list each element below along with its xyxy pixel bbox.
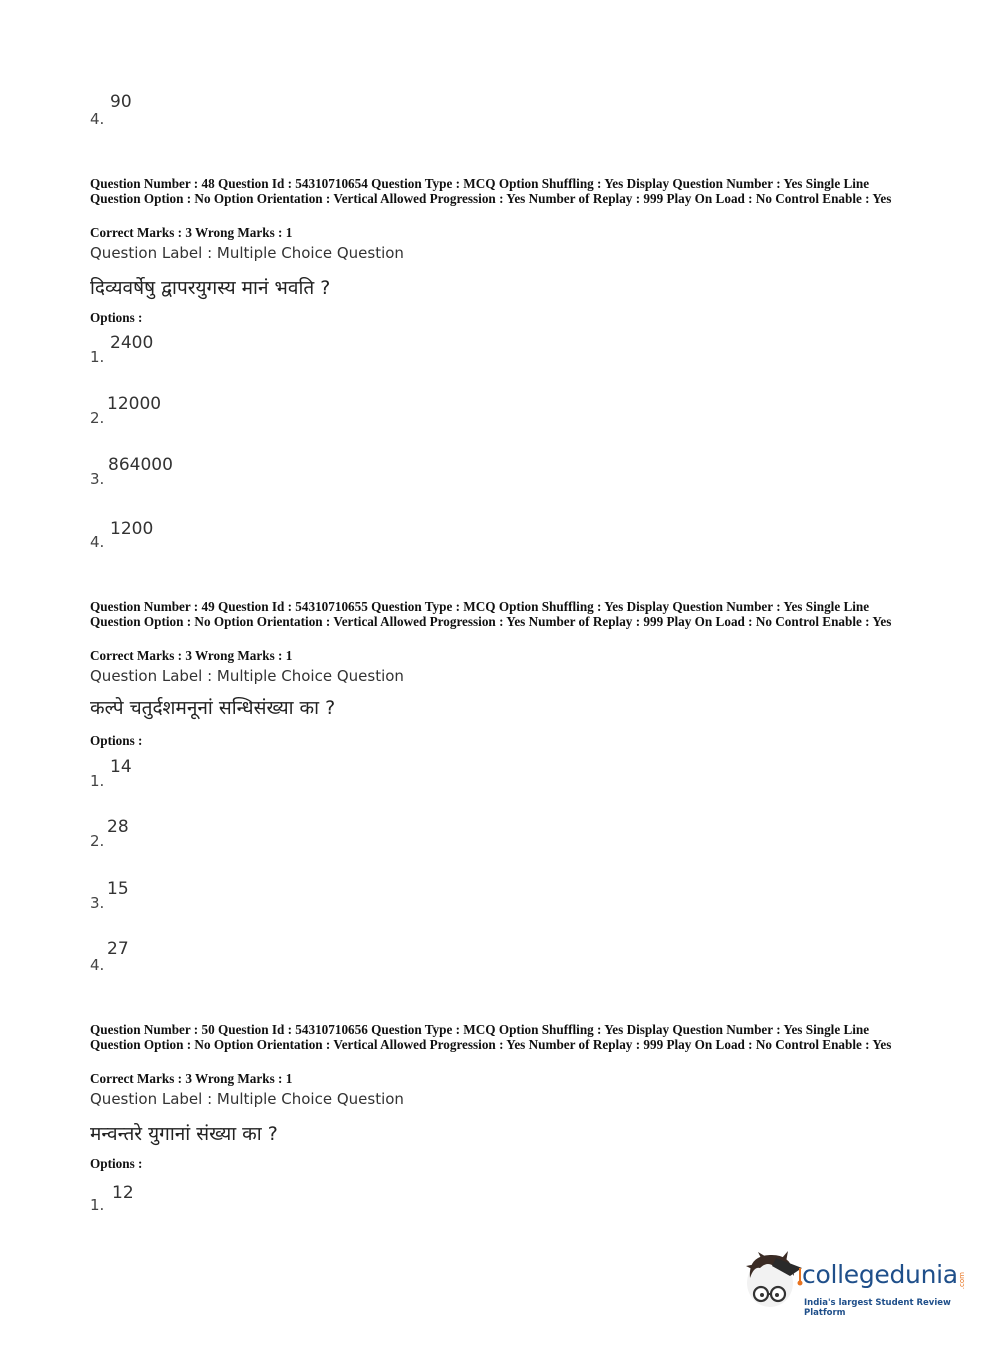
question-meta: Question Number : 49 Question Id : 54310710655 Question Type : MCQ Option Shuffling : Yes Display Question Number : Yes Single Line Question Option : No Option Orientation : Vertical Allowed Progression : Yes Number of Replay : 999 Play On Load : No Control Enable : Yes — [90, 599, 892, 629]
option-value: 864000 — [108, 455, 173, 475]
question-label: Question Label : Multiple Choice Question — [90, 1090, 404, 1108]
option-number: 1. — [90, 772, 105, 790]
mascot-icon — [742, 1250, 804, 1312]
question-marks: Correct Marks : 3 Wrong Marks : 1 — [90, 648, 293, 663]
option-item — [90, 1183, 210, 1223]
option-value: 12000 — [107, 394, 162, 414]
question-meta: Question Number : 48 Question Id : 54310710654 Question Type : MCQ Option Shuffling : Yes Display Question Number : Yes Single Line Question Option : No Option Orientation : Vertical Allowed Progression : Yes Number of Replay : 999 Play On Load : No Control Enable : Yes — [90, 176, 892, 206]
option-number: 4. — [90, 533, 105, 551]
question-marks: Correct Marks : 3 Wrong Marks : 1 — [90, 225, 293, 240]
brand-name: collegedunia — [802, 1260, 958, 1289]
question-marks: Correct Marks : 3 Wrong Marks : 1 — [90, 1071, 293, 1086]
question-text: दिव्यवर्षेषु द्वापरयुगस्य मानं भवति ? — [90, 277, 331, 299]
option-item — [90, 455, 210, 495]
option-number: 1. — [90, 1196, 105, 1214]
option-value: 28 — [107, 817, 129, 837]
option-item — [90, 394, 210, 434]
question-meta: Question Number : 50 Question Id : 54310710656 Question Type : MCQ Option Shuffling : Yes Display Question Number : Yes Single Line Question Option : No Option Orientation : Vertical Allowed Progression : Yes Number of Replay : 999 Play On Load : No Control Enable : Yes — [90, 1022, 892, 1052]
option-number: 3. — [90, 470, 105, 488]
option-number: 2. — [90, 832, 105, 850]
option-value: 1200 — [110, 519, 154, 539]
option-item — [90, 817, 210, 857]
options-heading: Options : — [90, 310, 143, 325]
brand-suffix: .com — [958, 1272, 966, 1290]
option-item — [90, 92, 170, 132]
options-heading: Options : — [90, 733, 143, 748]
options-heading: Options : — [90, 1156, 143, 1171]
option-item — [90, 939, 210, 979]
option-value: 90 — [110, 92, 132, 112]
collegedunia-logo — [742, 1250, 972, 1320]
brand-tagline: India's largest Student Review Platform — [804, 1298, 951, 1318]
option-value: 15 — [107, 879, 129, 899]
option-item — [90, 333, 210, 373]
option-number: 4. — [90, 110, 105, 128]
option-number: 4. — [90, 956, 105, 974]
question-text: मन्वन्तरे युगानां संख्या का ? — [90, 1123, 278, 1145]
option-number: 3. — [90, 894, 105, 912]
option-item — [90, 519, 210, 559]
option-value: 2400 — [110, 333, 154, 353]
option-item — [90, 757, 210, 797]
question-label: Question Label : Multiple Choice Question — [90, 244, 404, 262]
option-number: 1. — [90, 348, 105, 366]
question-text: कल्पे चतुर्दशमनूनां सन्धिसंख्या का ? — [90, 697, 336, 719]
option-item — [90, 879, 210, 919]
option-value: 14 — [110, 757, 132, 777]
option-number: 2. — [90, 409, 105, 427]
option-value: 27 — [107, 939, 129, 959]
option-value: 12 — [112, 1183, 134, 1203]
question-label: Question Label : Multiple Choice Question — [90, 667, 404, 685]
